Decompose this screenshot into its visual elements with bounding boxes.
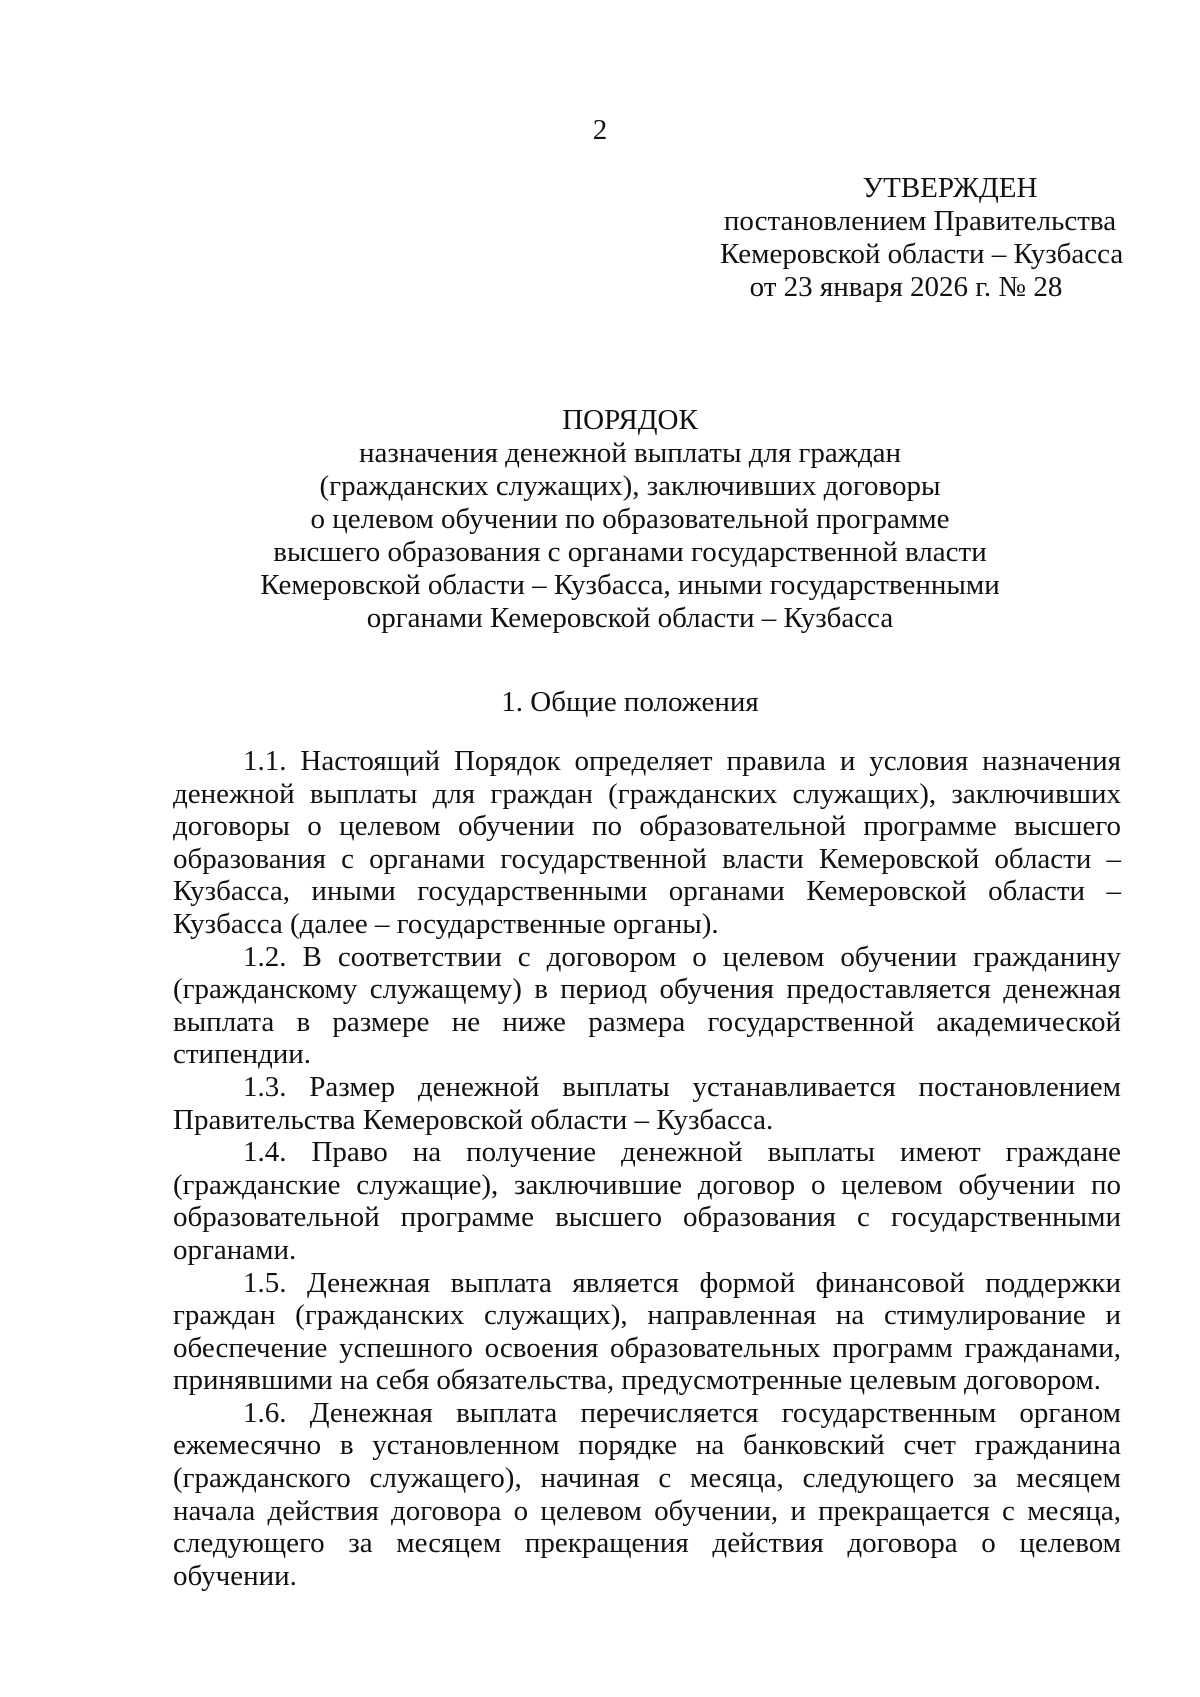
approval-date: от 23 января 2026 г. № 28 [749, 271, 1063, 303]
section-body [173, 745, 1121, 1592]
paragraph-1-2: 1.2. В соответствии с договором о целевом обучении гражданину (гражданскому служащему) в период обучения предоставляется денежная выплата в размере не ниже размера государственной академической стипендии. [173, 940, 1121, 1071]
paragraph-1-5: 1.5. Денежная выплата является формой финансовой поддержки граждан (гражданских служащих), направленная на стимулирование и обеспечение успешного освоения образовательных программ гражданами, принявшими на себя обязательства, предусмотренные целевым договором. [173, 1266, 1121, 1397]
document-subtitle-line: о целевом обучении по образовательной программе [310, 503, 950, 535]
approval-stamp-block [720, 172, 1124, 304]
approval-title: УТВЕРЖДЕН [862, 172, 1038, 204]
approval-line-2: Кемеровской области – Кузбасса [720, 238, 1124, 270]
document-subtitle-line: Кемеровской области – Кузбасса, иными государственными [260, 569, 1000, 601]
section-title: 1. Общие положения [501, 686, 759, 718]
document-heading [260, 404, 1000, 635]
page-number: 2 [592, 114, 608, 146]
paragraph-1-6: 1.6. Денежная выплата перечисляется государственным органом ежемесячно в установленном порядке на банковский счет гражданина (гражданского служащего), начиная с месяца, следующего за месяцем начала действия договора о целевом обучении, и прекращается с месяца, следующего за месяцем прекращения действия договора о целевом обучении. [173, 1396, 1121, 1592]
document-subtitle-line: (гражданских служащих), заключивших договоры [319, 470, 941, 502]
paragraph-1-3: 1.3. Размер денежной выплаты устанавливается постановлением Правительства Кемеровской области – Кузбасса. [173, 1070, 1121, 1136]
document-subtitle-line: назначения денежной выплаты для граждан [359, 437, 901, 469]
document-subtitle-line: органами Кемеровской области – Кузбасса [366, 602, 894, 634]
paragraph-1-1: 1.1. Настоящий Порядок определяет правила и условия назначения денежной выплаты для граждан (гражданских служащих), заключивших договоры о целевом обучении по образовательной программе высшего образования с органами государственной власти Кемеровской области – Кузбасса, иными государственными органами Кемеровской области – Кузбасса (далее – государственные органы). [173, 745, 1121, 940]
document-title: ПОРЯДОК [562, 404, 698, 436]
paragraph-1-4: 1.4. Право на получение денежной выплаты имеют граждане (гражданские служащие), заключившие договор о целевом обучении по образовательной программе высшего образования с государственными органами. [173, 1136, 1121, 1266]
approval-line-1: постановлением Правительства [723, 205, 1117, 237]
document-subtitle-line: высшего образования с органами государственной власти [273, 536, 987, 568]
